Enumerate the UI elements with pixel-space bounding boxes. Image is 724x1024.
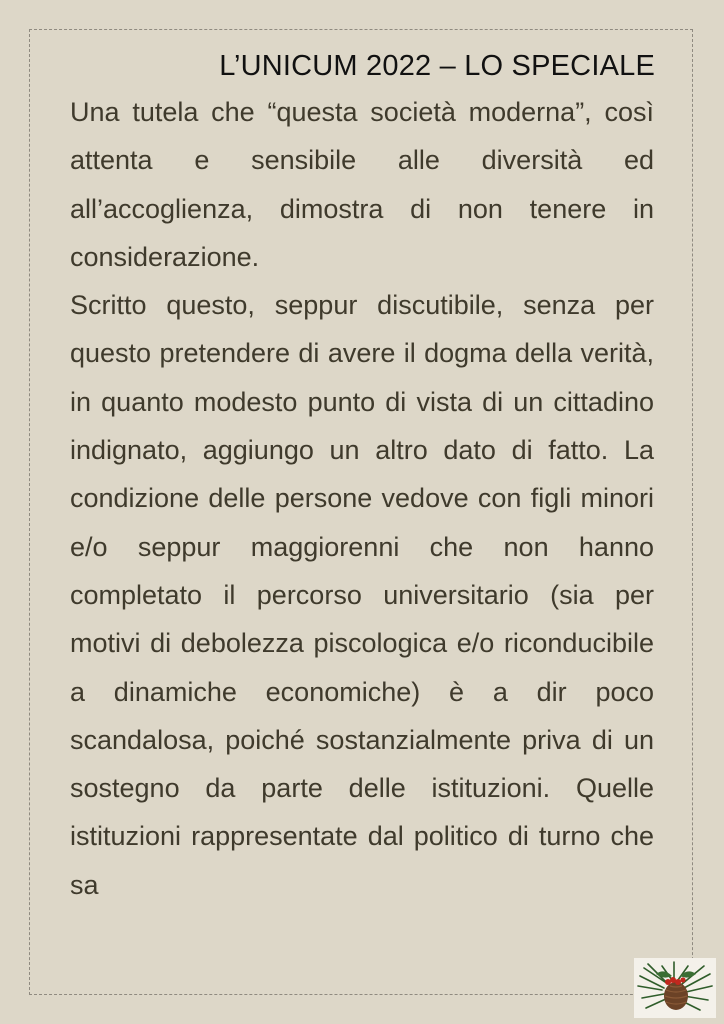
christmas-decoration-icon (634, 958, 716, 1018)
paragraph-2: Scritto questo, seppur discutibile, senza per questo pretendere di avere il dogma della verità, in quanto modesto punto di vista di un cittadino indignato, aggiungo un altro dato di fatto. La condizione delle persone vedove con figli minori e/o seppur maggiorenni che non hanno completato il percorso universitario (sia per motivi di debolezza piscologica e/o riconducibile a dinamiche economiche) è a dir poco scandalosa, poiché sostanzialmente priva di un sostegno da parte delle istituzioni. Quelle istituzioni rappresentate dal politico di turno che sa (70, 290, 654, 900)
page-header: L’UNICUM 2022 – LO SPECIALE (219, 50, 655, 82)
article-body (70, 88, 654, 909)
paragraph-1: Una tutela che “questa società moderna”, così attenta e sensibile alle diversità ed all’accoglienza, dimostra di non tenere in considerazione. (70, 97, 654, 272)
